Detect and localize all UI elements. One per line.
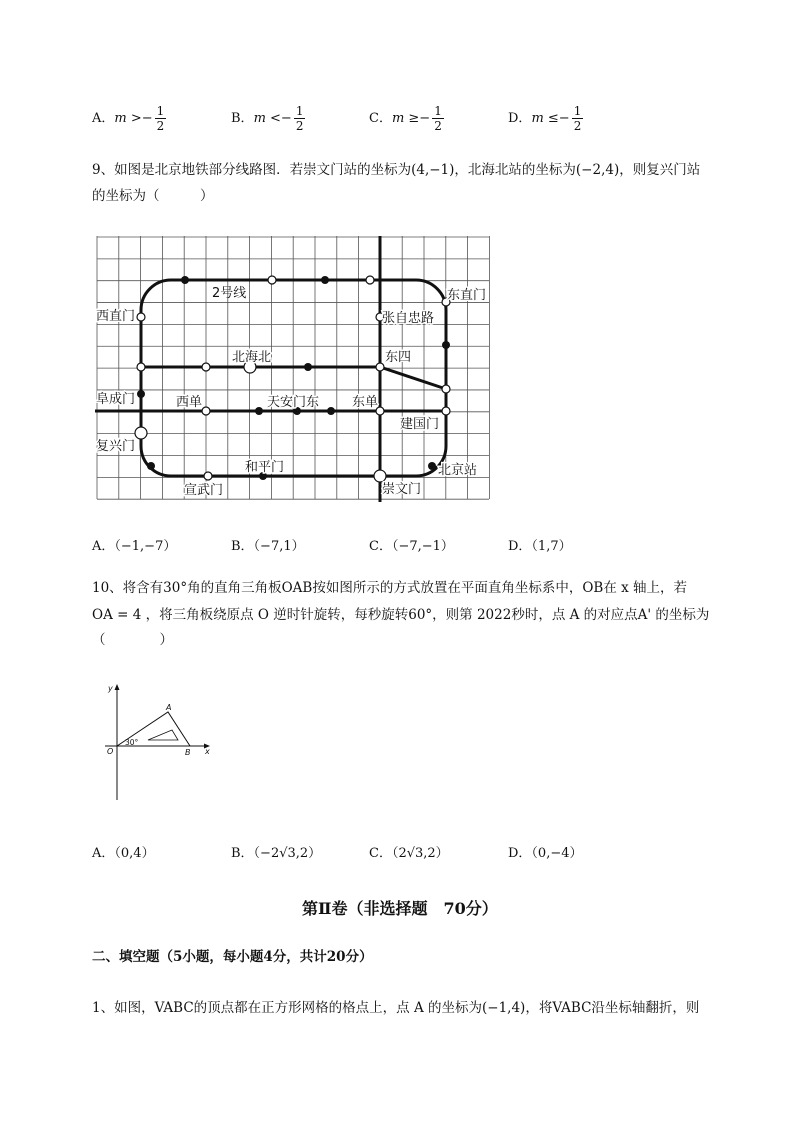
- label-line2: 2号线: [212, 286, 247, 301]
- q8-option-d[interactable]: [508, 104, 583, 133]
- q10-text-line1: 10、将含有30°角的直角三角板OAB按如图所示的方式放置在平面直角坐标系中，OB在 x 轴上，若: [92, 580, 688, 596]
- station-open: [442, 385, 450, 393]
- q9-option-d[interactable]: D．（1,7）: [508, 539, 572, 554]
- q9-text-line1: 9、如图是北京地铁部分线路图．若崇文门站的坐标为(4,−1)，北海北站的坐标为(−2,4)，则复兴门站: [92, 162, 701, 178]
- label-y: y: [108, 684, 113, 693]
- fraction-numerator: 1: [434, 104, 442, 118]
- label-dongdan: 东单: [352, 395, 379, 410]
- fraction-numerator: 1: [573, 104, 582, 118]
- station-open-large: [135, 427, 147, 439]
- q10-option-c[interactable]: C．（2√3,2）: [369, 846, 449, 861]
- q8-option-expr: m <−: [253, 111, 292, 126]
- station-filled: [327, 407, 335, 415]
- subway-line-dongsi-diagonal: [380, 367, 446, 389]
- station-open: [366, 276, 374, 284]
- q9-text-line2: 的坐标为（ ）: [92, 188, 214, 204]
- label-x: x: [205, 747, 210, 756]
- label-beihaibei: 北海北: [232, 350, 272, 365]
- q9-option-c[interactable]: C．（−7,−1）: [369, 539, 454, 554]
- station-filled: [137, 390, 145, 398]
- station-open-large: [374, 470, 386, 482]
- section2-heading: 二、填空题（5小题，每小题4分，共计20分）: [92, 949, 373, 965]
- station-open: [442, 407, 450, 415]
- fraction-numerator: 1: [295, 104, 304, 118]
- part2-title: 第Ⅱ卷（非选择题 70分）: [302, 899, 498, 918]
- station-filled: [304, 363, 312, 371]
- label-a: A: [166, 703, 172, 712]
- label-angle: 30°: [125, 738, 139, 747]
- label-dongsi: 东四: [385, 350, 412, 365]
- station-open: [376, 363, 384, 371]
- q8-option-label: B．: [231, 111, 254, 126]
- label-fuxingmen: 复兴门: [96, 439, 136, 454]
- fraction-denominator: 2: [156, 119, 165, 133]
- fraction-denominator: 2: [295, 119, 304, 133]
- q8-option-a[interactable]: [92, 104, 166, 133]
- station-open: [137, 313, 145, 321]
- label-xizhimen: 西直门: [96, 309, 136, 324]
- q8-option-b[interactable]: [231, 104, 305, 133]
- station-open: [204, 472, 212, 480]
- y-axis-arrow: [115, 684, 120, 690]
- fraction-denominator: 2: [573, 119, 582, 133]
- q8-option-c[interactable]: [369, 104, 444, 133]
- q10-triangle-figure: [100, 682, 215, 804]
- fill1-text: 1、如图，VABC的顶点都在正方形网格的格点上，点 A 的坐标为(−1,4)，将VABC沿坐标轴翻折，则: [92, 1000, 700, 1016]
- q9-option-b[interactable]: B．（−7,1）: [231, 539, 305, 554]
- label-b: B: [185, 748, 191, 757]
- fraction-denominator: 2: [434, 119, 442, 133]
- q9-option-a[interactable]: A．（−1,−7）: [92, 539, 177, 554]
- q8-option-label: D．: [508, 111, 532, 126]
- label-beijingzhan: 北京站: [438, 463, 478, 478]
- station-open: [268, 276, 276, 284]
- q8-option-label: C．: [369, 111, 392, 126]
- label-o: O: [107, 747, 114, 756]
- label-fuchengmen: 阜成门: [96, 392, 136, 407]
- label-xidan: 西单: [176, 395, 203, 410]
- label-dongzhimen: 东直门: [447, 288, 487, 303]
- station-filled: [147, 462, 155, 470]
- station-filled: [255, 407, 263, 415]
- q10-text-line2: OA = 4 ，将三角板绕原点 O 逆时针旋转，每秒旋转60°，则第 2022秒时，点 A 的对应点A' 的坐标为: [92, 607, 710, 623]
- label-zhangzizhonglu: 张自忠路: [382, 311, 435, 326]
- station-filled: [428, 462, 436, 470]
- label-hepingmen: 和平门: [245, 460, 285, 475]
- label-jianguomen: 建国门: [400, 417, 440, 432]
- station-filled: [321, 276, 329, 284]
- q8-option-expr: m ≥−: [391, 111, 431, 126]
- triangle-inner-cutout: [148, 730, 178, 740]
- q10-text-line3: （ ）: [92, 632, 173, 648]
- q8-option-expr: m >−: [114, 111, 153, 126]
- q10-option-b[interactable]: B．（−2√3,2）: [231, 846, 322, 861]
- station-filled: [181, 276, 189, 284]
- q8-option-label: A．: [92, 111, 115, 126]
- q10-option-d[interactable]: D．（0,−4）: [508, 846, 583, 861]
- station-filled: [442, 341, 450, 349]
- station-open: [137, 363, 145, 371]
- q8-option-expr: m ≤−: [531, 111, 570, 126]
- subway-map-figure: [95, 236, 495, 502]
- label-tiananmendong: 天安门东: [267, 395, 320, 410]
- station-open: [202, 363, 210, 371]
- station-open: [202, 407, 210, 415]
- label-xuanwumen: 宣武门: [184, 483, 224, 498]
- fraction-numerator: 1: [156, 104, 165, 118]
- label-chongwenmen: 崇文门: [382, 482, 422, 497]
- q10-option-a[interactable]: A．（0,4）: [92, 846, 155, 861]
